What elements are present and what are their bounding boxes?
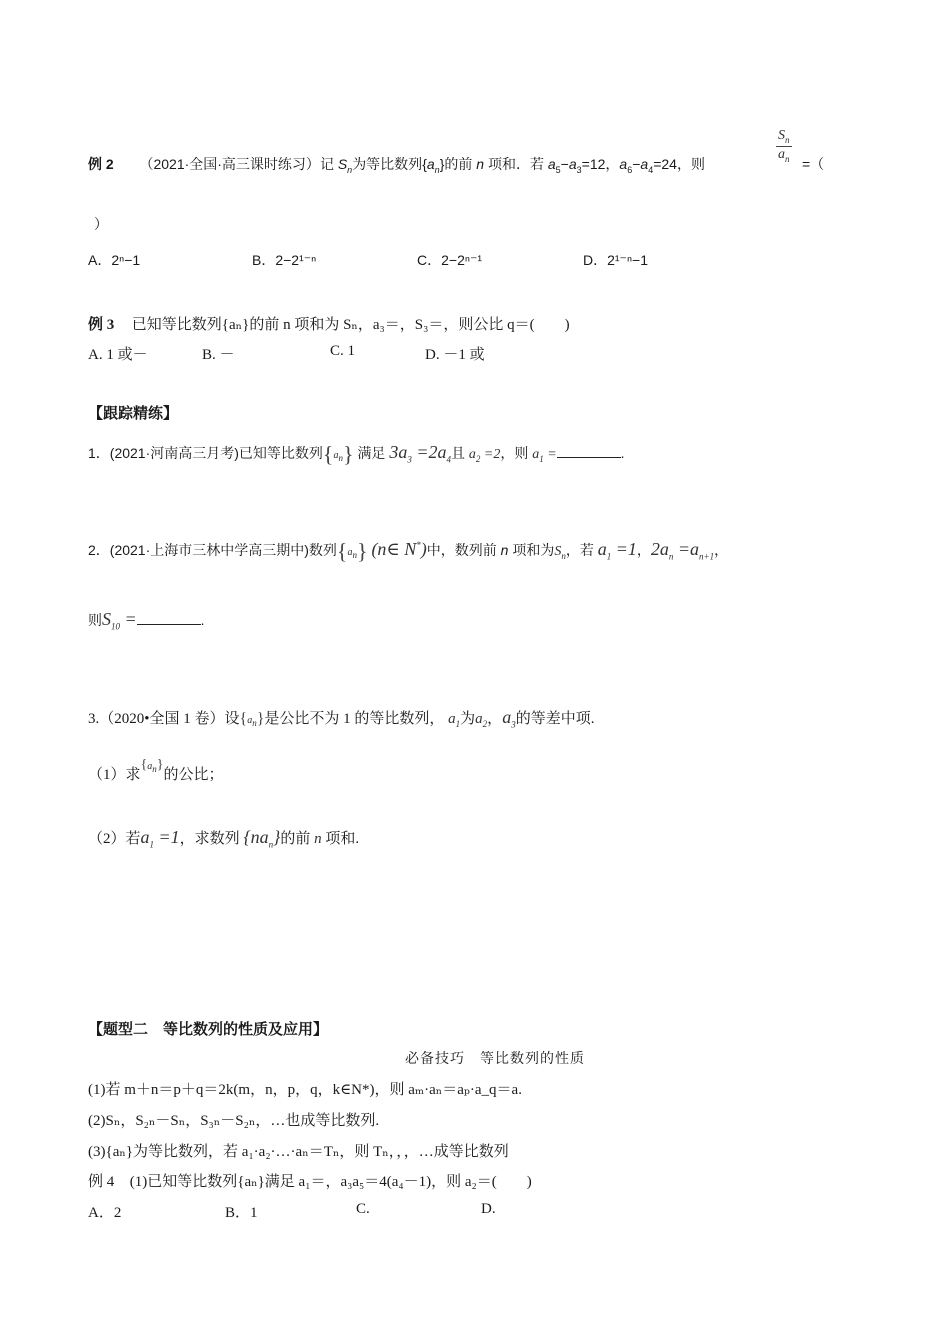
example-2-eq: =（ [802,156,825,172]
section-heading: 【跟踪精练】 [88,405,179,422]
question-2-line2: 则$S_{10}$ = . [88,609,205,632]
fraction-sn-over-an: $S_n$ $a_n$ [778,128,790,164]
option-a: A．2 [88,1205,122,1221]
property-1: (1)若 m＋n＝p＋q＝2k(m，n，p，q，k∈N*)，则 aₘ·aₙ＝aₚ·a_q＝a. [88,1082,522,1098]
answer-blank[interactable] [557,443,621,458]
option-a: A. 1 或－ [88,347,148,363]
example-2: 例 2 （2021·全国·高三课时练习）记 $S_n$为等比数列$\{a_n\}$的前 n 项和．若 $a_5-a_3=12$，$a_6-a_4=24$，则 [88,156,705,175]
question-3-part-1: （1）求$\{a_n\}$的公比； [88,757,224,783]
example-label: 例 3 [88,317,115,333]
option-c: C. [356,1201,370,1217]
example-label: 例 4 [88,1174,115,1190]
option-c: C．2−2ⁿ⁻¹ [417,252,483,268]
question-2: 2．(2021·上海市三林中学高三期中)数列$\{a_n\}$ (n∈ N*)中，数列前 n 项和为$S_n$，若 $a_1 =1$，$2a_n =a_{n+1}$， [88,538,729,564]
property-2: (2)Sₙ，S₂ₙ－Sₙ，S₃ₙ－S₂ₙ，…也成等比数列. [88,1113,380,1129]
question-1: 1．(2021·河南高三月考)已知等比数列$\{a_n\}$ 满足 $3a_3 =2a_4$且 $a_2 =2$，则 $a_1$ = . [88,441,625,467]
option-a: A．2ⁿ−1 [88,252,141,268]
example-2-close: ） [94,216,108,232]
option-b: B. － [202,347,235,363]
subtitle: 必备技巧 等比数列的性质 [405,1051,585,1067]
example-label: 例 2 [88,156,114,172]
source-tag: （2021·全国·高三课时练习） [139,156,320,172]
option-d: D．2¹⁻ⁿ−1 [583,252,649,268]
example-3 [88,313,570,334]
section-heading: 【题型二 等比数列的性质及应用】 [88,1021,329,1038]
option-c: C. 1 [330,343,356,359]
property-3: (3){aₙ}为等比数列，若 a₁·a₂·…·aₙ＝Tₙ，则 Tₙ，，，…成等比数列 [88,1144,509,1160]
example-3-text: 已知等比数列{aₙ}的前 n 项和为 Sₙ，a₃＝，S₃＝，则公比 q＝( ) [131,317,570,333]
option-b: B．1 [225,1205,258,1221]
question-3: 3.（2020•全国 1 卷）设$\{a_n\}$是公比不为 1 的等比数列， $a_1$为$a_2$，$a_3$的等差中项. [88,707,595,730]
option-d: D. [481,1201,496,1217]
question-3-part-2: （2）若$a_1 =1$，求数列 $\{na_n\}$的前 n 项和. [88,827,360,850]
example-4: 例 4 (1)已知等比数列{aₙ}满足 a₁＝，a₃a₅＝4(a₄－1)，则 a₂＝( ) [88,1174,532,1190]
answer-blank[interactable] [137,610,201,625]
option-d: D. －1 或 [425,347,485,363]
option-b: B．2−2¹⁻ⁿ [252,252,317,268]
